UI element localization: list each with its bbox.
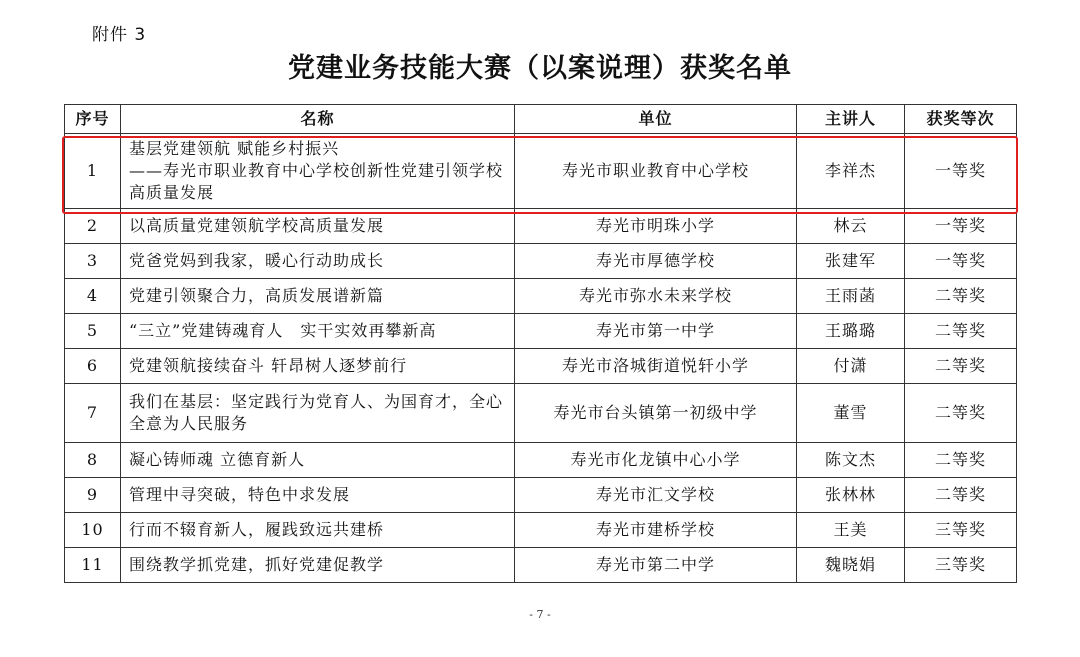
table-row xyxy=(65,513,1017,548)
row-name: 行而不辍育新人，履践致远共建桥 xyxy=(121,513,515,548)
row-speaker: 付潇 xyxy=(797,349,905,384)
table-row xyxy=(65,314,1017,349)
row-name: 党爸党妈到我家，暖心行动助成长 xyxy=(121,244,515,279)
table-row xyxy=(65,478,1017,513)
row-name xyxy=(121,134,515,209)
row-award: 二等奖 xyxy=(905,478,1017,513)
row-award: 二等奖 xyxy=(905,349,1017,384)
row-unit: 寿光市第一中学 xyxy=(515,314,797,349)
header-award: 获奖等次 xyxy=(905,105,1017,134)
row-name: 以高质量党建领航学校高质量发展 xyxy=(121,209,515,244)
row-no: 4 xyxy=(65,279,121,314)
row-speaker: 李祥杰 xyxy=(797,134,905,209)
page-number: - 7 - xyxy=(529,608,551,621)
row-no: 8 xyxy=(65,443,121,478)
table-row xyxy=(65,384,1017,443)
table-row xyxy=(65,349,1017,384)
row-speaker: 王美 xyxy=(797,513,905,548)
table-row xyxy=(65,134,1017,209)
row-award: 一等奖 xyxy=(905,244,1017,279)
row-speaker: 陈文杰 xyxy=(797,443,905,478)
row-speaker: 王雨菡 xyxy=(797,279,905,314)
row-unit: 寿光市化龙镇中心小学 xyxy=(515,443,797,478)
row-award: 二等奖 xyxy=(905,443,1017,478)
header-no: 序号 xyxy=(65,105,121,134)
row-no: 3 xyxy=(65,244,121,279)
row-name: 围绕教学抓党建，抓好党建促教学 xyxy=(121,548,515,583)
row-award: 三等奖 xyxy=(905,513,1017,548)
row-unit: 寿光市厚德学校 xyxy=(515,244,797,279)
header-name: 名称 xyxy=(121,105,515,134)
table-header-row xyxy=(65,105,1017,134)
table-row xyxy=(65,209,1017,244)
table-row xyxy=(65,244,1017,279)
row-no: 6 xyxy=(65,349,121,384)
row-speaker: 林云 xyxy=(797,209,905,244)
row-no: 9 xyxy=(65,478,121,513)
awards-table xyxy=(64,104,1017,583)
row-speaker: 王璐璐 xyxy=(797,314,905,349)
row-award: 三等奖 xyxy=(905,548,1017,583)
table-row xyxy=(65,279,1017,314)
row-no: 11 xyxy=(65,548,121,583)
row-name: 凝心铸师魂 立德育新人 xyxy=(121,443,515,478)
row-no: 5 xyxy=(65,314,121,349)
row-name: “三立”党建铸魂育人 实干实效再攀新高 xyxy=(121,314,515,349)
row-no: 10 xyxy=(65,513,121,548)
row-speaker: 张林林 xyxy=(797,478,905,513)
row-award: 一等奖 xyxy=(905,134,1017,209)
row-unit: 寿光市职业教育中心学校 xyxy=(515,134,797,209)
row-speaker: 魏晓娟 xyxy=(797,548,905,583)
header-speaker: 主讲人 xyxy=(797,105,905,134)
row-name: 我们在基层：坚定践行为党育人、为国育才，全心全意为人民服务 xyxy=(121,384,515,443)
page-title: 党建业务技能大赛（以案说理）获奖名单 xyxy=(288,53,792,84)
row-speaker: 董雪 xyxy=(797,384,905,443)
row-award: 二等奖 xyxy=(905,314,1017,349)
row-name: 党建领航接续奋斗 轩昂树人逐梦前行 xyxy=(121,349,515,384)
header-unit: 单位 xyxy=(515,105,797,134)
row-name-line1: 基层党建领航 赋能乡村振兴 xyxy=(129,139,340,158)
row-unit: 寿光市第二中学 xyxy=(515,548,797,583)
row-award: 一等奖 xyxy=(905,209,1017,244)
row-unit: 寿光市建桥学校 xyxy=(515,513,797,548)
row-no: 1 xyxy=(65,134,121,209)
row-unit: 寿光市台头镇第一初级中学 xyxy=(515,384,797,443)
row-name: 管理中寻突破，特色中求发展 xyxy=(121,478,515,513)
row-unit: 寿光市洛城街道悦轩小学 xyxy=(515,349,797,384)
table-row xyxy=(65,443,1017,478)
row-name: 党建引领聚合力，高质发展谱新篇 xyxy=(121,279,515,314)
row-name-line2: ——寿光市职业教育中心学校创新性党建引领学校高质量发展 xyxy=(129,161,504,202)
row-award: 二等奖 xyxy=(905,279,1017,314)
row-speaker: 张建军 xyxy=(797,244,905,279)
row-no: 2 xyxy=(65,209,121,244)
attachment-label: 附件 3 xyxy=(92,25,147,45)
table-row xyxy=(65,548,1017,583)
row-unit: 寿光市明珠小学 xyxy=(515,209,797,244)
row-unit: 寿光市汇文学校 xyxy=(515,478,797,513)
row-unit: 寿光市弥水未来学校 xyxy=(515,279,797,314)
row-award: 二等奖 xyxy=(905,384,1017,443)
row-no: 7 xyxy=(65,384,121,443)
